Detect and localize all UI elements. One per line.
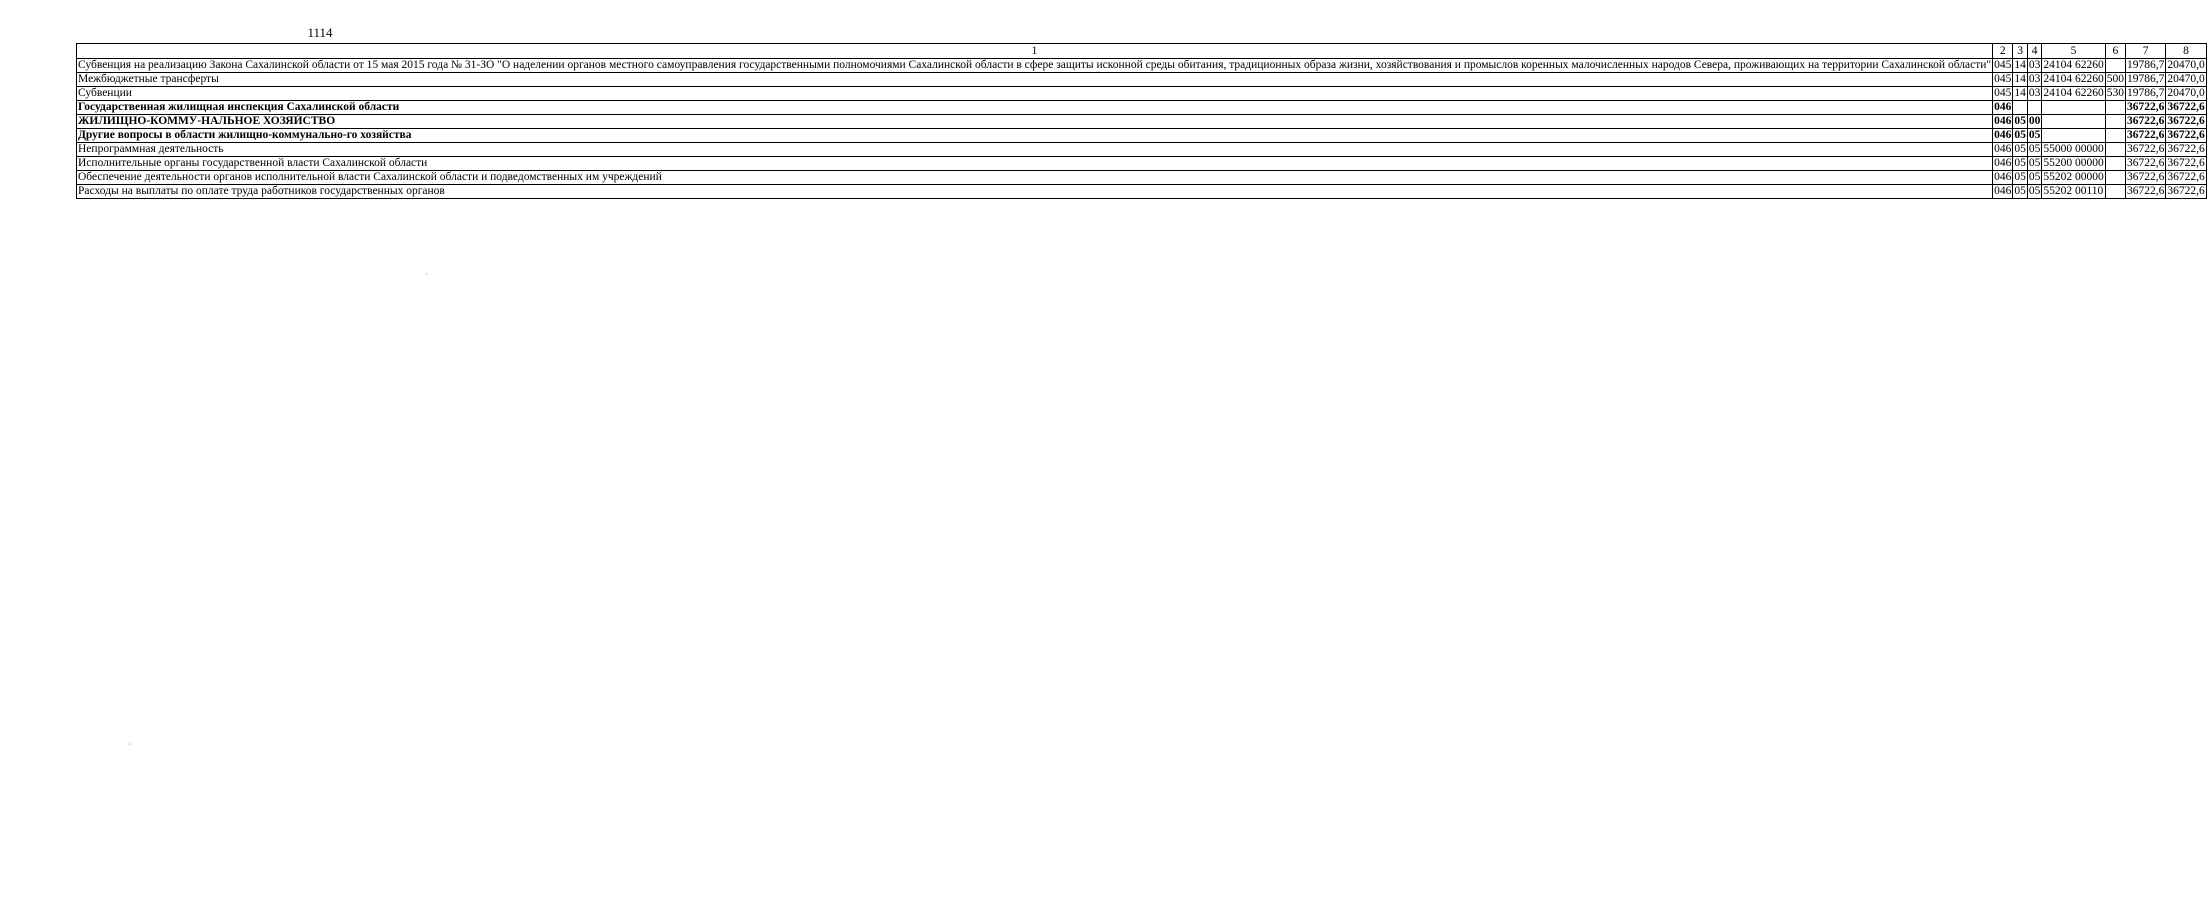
row-name-cell: Расходы на выплаты по оплате труда работников государственных органов [77, 185, 1993, 199]
row-name-cell: Непрограммная деятельность [77, 143, 1993, 157]
admin-code-cell: 045 [1994, 73, 2012, 85]
admin-code-cell: 046 [1994, 115, 2012, 127]
amount-year1-cell: 36722,6 [2126, 129, 2165, 141]
admin-code-cell: 045 [1994, 87, 2012, 99]
row-name-cell: ЖИЛИЩНО-КОММУ-НАЛЬНОЕ ХОЗЯЙСТВО [77, 115, 1993, 129]
section-cell: 05 [2014, 129, 2026, 141]
amount-year1-cell: 36722,6 [2126, 143, 2165, 155]
target-article-cell: 24104 62260 [2043, 73, 2104, 85]
section-cell [2013, 101, 2028, 115]
amount-year2-cell: 36722,6 [2167, 171, 2205, 183]
table-row [77, 171, 2207, 185]
table-row [77, 101, 2207, 115]
expense-type-cell [2105, 59, 2125, 73]
target-article-cell: 55000 00000 [2043, 143, 2104, 155]
table-body [77, 59, 2207, 199]
amount-year1-cell: 19786,7 [2126, 87, 2165, 99]
expense-type-cell [2105, 143, 2125, 157]
amount-year1-cell: 36722,6 [2126, 157, 2165, 169]
table-row [77, 157, 2207, 171]
admin-code-cell: 046 [1994, 101, 2012, 113]
admin-code-cell: 046 [1994, 185, 2012, 197]
target-article-cell: 24104 62260 [2043, 87, 2104, 99]
row-name-cell: Субвенция на реализацию Закона Сахалинской области от 15 мая 2015 года № 31-ЗО "О наделении органов местного самоуправления государственными полномочиями Сахалинской области в сфере защиты исконной среды обитания, традиционных образа жизни, хозяйствования и промыслов коренных малочисленных народов Севера, проживающих на территории Сахалинской области" [78, 59, 1992, 71]
subsection-cell: 00 [2028, 115, 2041, 127]
amount-year2-cell: 20470,0 [2167, 59, 2205, 71]
column-header: 3 [2013, 44, 2028, 59]
admin-code-cell: 046 [1994, 129, 2012, 141]
expense-type-cell [2105, 115, 2125, 129]
section-cell: 05 [2014, 157, 2026, 169]
table-row [77, 115, 2207, 129]
amount-year2-cell: 36722,6 [2167, 101, 2205, 113]
column-header: 5 [2042, 44, 2105, 59]
section-cell: 05 [2014, 143, 2026, 155]
subsection-cell: 05 [2028, 143, 2041, 155]
subsection-cell: 03 [2028, 87, 2041, 99]
target-article-cell: 55202 00110 [2043, 185, 2104, 197]
column-header: 1 [77, 44, 1993, 59]
amount-year2-cell: 20470,0 [2167, 87, 2205, 99]
amount-year1-cell: 36722,6 [2126, 185, 2165, 197]
table-header-row [77, 44, 2207, 59]
amount-year2-cell: 20470,0 [2167, 73, 2205, 85]
subsection-cell: 05 [2028, 185, 2041, 197]
column-header: 7 [2125, 44, 2165, 59]
target-article-cell: 24104 62260 [2043, 59, 2104, 71]
amount-year1-cell: 36722,6 [2126, 171, 2165, 183]
expense-type-cell [2105, 171, 2125, 185]
section-cell: 05 [2014, 115, 2026, 127]
amount-year1-cell: 19786,7 [2126, 59, 2165, 71]
table-row [77, 129, 2207, 143]
admin-code-cell: 046 [1994, 157, 2012, 169]
table-row [77, 87, 2207, 101]
target-article-cell [2042, 101, 2105, 115]
row-name-cell: Межбюджетные трансферты [77, 73, 1993, 87]
table-row [77, 59, 2207, 73]
row-name-cell: Субвенции [77, 87, 1993, 101]
row-name-cell: Другие вопросы в области жилищно-коммунально-го хозяйства [77, 129, 1993, 143]
section-cell: 14 [2014, 73, 2026, 85]
admin-code-cell: 046 [1994, 171, 2012, 183]
target-article-cell [2042, 115, 2105, 129]
subsection-cell: 03 [2028, 59, 2041, 71]
budget-table [76, 43, 2207, 199]
section-cell: 05 [2014, 185, 2026, 197]
amount-year2-cell: 36722,6 [2167, 143, 2205, 155]
subsection-cell: 05 [2028, 157, 2041, 169]
admin-code-cell: 046 [1994, 143, 2012, 155]
scan-speck: · [128, 740, 131, 749]
subsection-cell: 05 [2028, 129, 2041, 141]
subsection-cell [2027, 101, 2042, 115]
table-row [77, 73, 2207, 87]
amount-year2-cell: 36722,6 [2167, 157, 2205, 169]
expense-type-cell: 500 [2106, 73, 2124, 85]
table-row [77, 143, 2207, 157]
admin-code-cell: 045 [1994, 59, 2012, 71]
column-header: 4 [2027, 44, 2042, 59]
column-header: 2 [1993, 44, 2013, 59]
expense-type-cell [2105, 185, 2125, 199]
section-cell: 14 [2014, 59, 2026, 71]
row-name-cell: Государственная жилищная инспекция Сахалинской области [77, 101, 1993, 115]
page-number: 1114 [307, 25, 333, 40]
expense-type-cell [2105, 129, 2125, 143]
expense-type-cell [2105, 157, 2125, 171]
section-cell: 05 [2014, 171, 2026, 183]
table-row [77, 185, 2207, 199]
scan-speck: · [425, 270, 428, 279]
column-header: 8 [2166, 44, 2206, 59]
target-article-cell [2042, 129, 2105, 143]
column-header: 6 [2105, 44, 2125, 59]
row-name-cell: Обеспечение деятельности органов исполнительной власти Сахалинской области и подведомственных им учреждений [77, 171, 1993, 185]
section-cell: 14 [2014, 87, 2026, 99]
amount-year2-cell: 36722,6 [2167, 115, 2205, 127]
target-article-cell: 55202 00000 [2043, 171, 2104, 183]
amount-year2-cell: 36722,6 [2167, 185, 2205, 197]
expense-type-cell: 530 [2106, 87, 2124, 99]
subsection-cell: 05 [2028, 171, 2041, 183]
amount-year2-cell: 36722,6 [2167, 129, 2205, 141]
row-name-cell: Исполнительные органы государственной власти Сахалинской области [77, 157, 1993, 171]
amount-year1-cell: 36722,6 [2126, 101, 2165, 113]
target-article-cell: 55200 00000 [2043, 157, 2104, 169]
subsection-cell: 03 [2028, 73, 2041, 85]
expense-type-cell [2105, 101, 2125, 115]
amount-year1-cell: 36722,6 [2126, 115, 2165, 127]
amount-year1-cell: 19786,7 [2126, 73, 2165, 85]
